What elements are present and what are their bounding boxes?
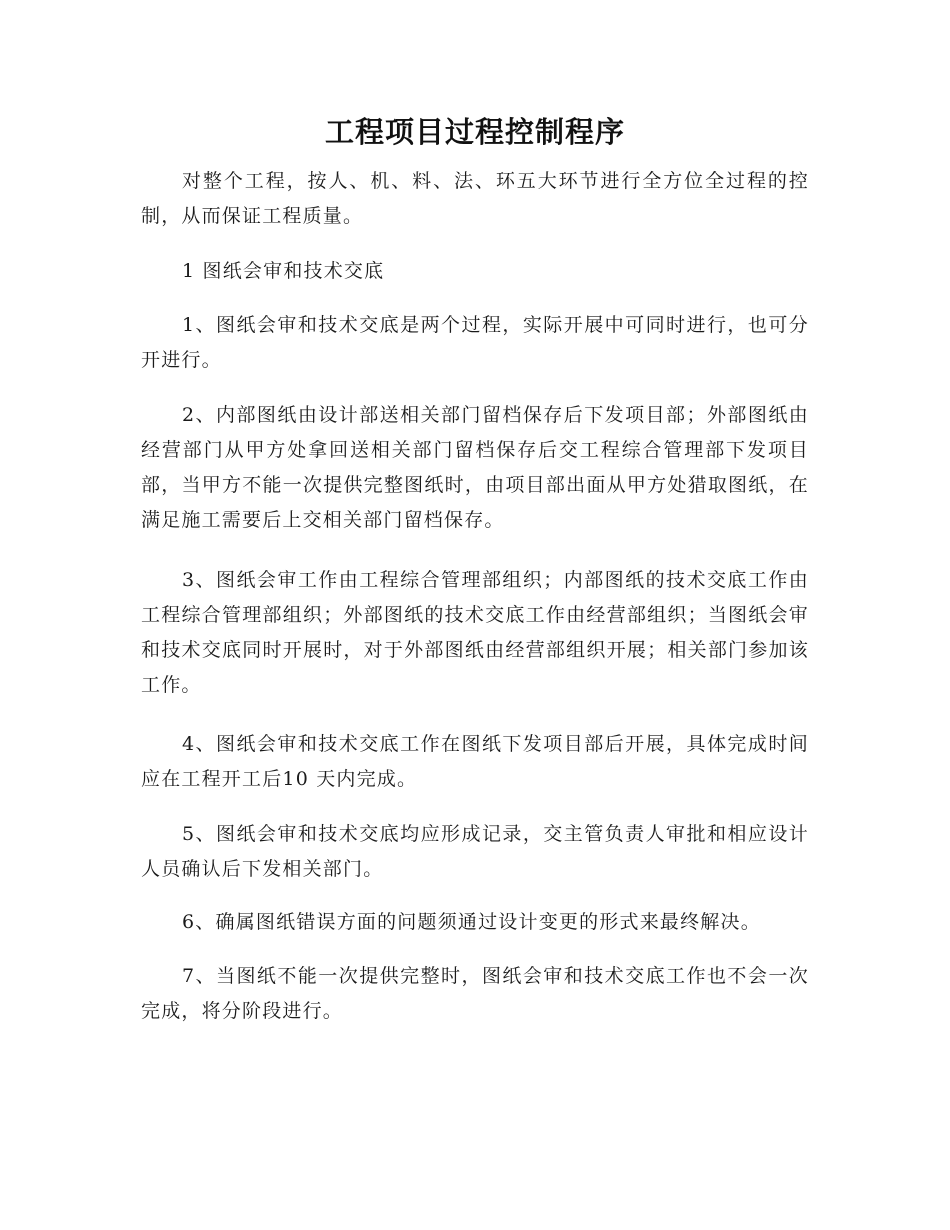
list-item: 3、图纸会审工作由工程综合管理部组织；内部图纸的技术交底工作由工程综合管理部组织；外部图纸的技术交底工作由经营部组织；当图纸会审和技术交底同时开展时，对于外部图纸由经营部组织开展；相关部门参加该工作。 [141, 569, 809, 696]
list-item: 5、图纸会审和技术交底均应形成记录，交主管负责人审批和相应设计人员确认后下发相关部门。 [141, 823, 809, 880]
intro-paragraph: 对整个工程，按人、机、料、法、环五大环节进行全方位全过程的控制，从而保证工程质量。 [141, 170, 809, 227]
list-item: 2、内部图纸由设计部送相关部门留档保存后下发项目部；外部图纸由经营部门从甲方处拿回送相关部门留档保存后交工程综合管理部下发项目部，当甲方不能一次提供完整图纸时，由项目部出面从甲方处猎取图纸，在满足施工需要后上交相关部门留档保存。 [141, 404, 809, 531]
list-item: 6、确属图纸错误方面的问题须通过设计变更的形式来最终解决。 [182, 911, 761, 933]
list-item: 1、图纸会审和技术交底是两个过程，实际开展中可同时进行，也可分开进行。 [141, 314, 809, 371]
list-item: 4、图纸会审和技术交底工作在图纸下发项目部后开展，具体完成时间应在工程开工后10 天内完成。 [141, 733, 809, 790]
document-title: 工程项目过程控制程序 [324, 115, 625, 149]
section-heading: 1 图纸会审和技术交底 [182, 260, 385, 282]
list-item: 7、当图纸不能一次提供完整时，图纸会审和技术交底工作也不会一次完成，将分阶段进行。 [141, 965, 809, 1022]
